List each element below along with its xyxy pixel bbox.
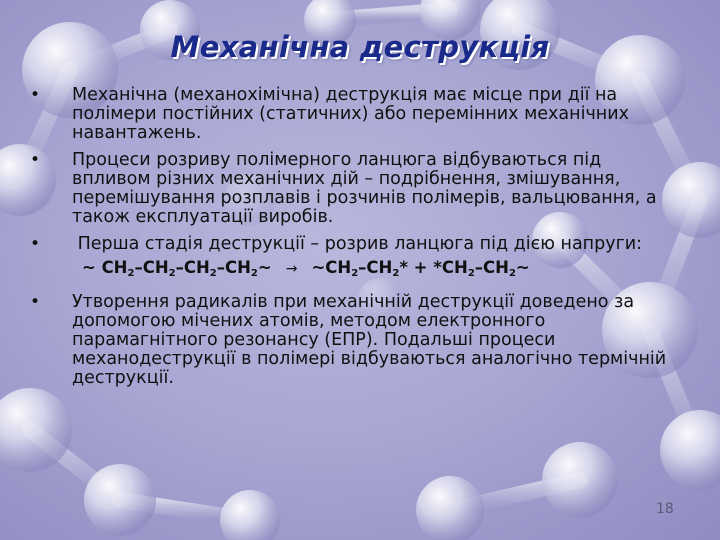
formula-right-text: –CH <box>474 258 509 277</box>
formula-left-subscript: 2 <box>250 268 258 279</box>
formula-right-subscript: 2 <box>392 268 400 279</box>
page-number: 18 <box>656 501 674 517</box>
bullet-item-4 <box>30 293 680 388</box>
formula-right-text: –CH <box>358 258 393 277</box>
formula-left-text: –CH <box>134 258 169 277</box>
formula-right-subscript: 2 <box>508 268 516 279</box>
formula-left-text: –CH <box>175 258 210 277</box>
bullet-text-3: Перша стадія деструкції – розрив ланцюга під дією напруги: <box>72 234 643 254</box>
slide-content <box>30 86 680 396</box>
bullet-icon: • <box>30 234 41 254</box>
reaction-arrow: → <box>285 261 298 277</box>
bullet-icon: • <box>30 292 41 312</box>
bullet-item-2 <box>30 151 680 227</box>
bullet-text-4: Утворення радикалів при механічній деструкції доведено за допомогою мічених атомів, методом електронного парамагнітного резонансу (ЕПР). Подальші процеси механодеструкції в полімері відбуваються аналогічно термічній деструкції. <box>72 292 667 388</box>
formula-left-subscript: 2 <box>209 268 217 279</box>
bullet-item-1 <box>30 86 680 143</box>
bullet-text-2: Процеси розриву полімерного ланцюга відбуваються під впливом різних механічних дій – подрібнення, змішування, перемішування розплавів і розчинів полімерів, вальцювання, а також експлуатації виробів. <box>72 150 657 227</box>
formula-left-text: ~ <box>257 258 272 277</box>
formula-left-subscript: 2 <box>168 268 176 279</box>
bullet-item-3 <box>30 235 680 254</box>
formula-right-text: * + *CH <box>399 258 468 277</box>
formula-left-text: –CH <box>216 258 251 277</box>
bullet-icon: • <box>30 150 41 170</box>
bullet-text-1: Механічна (механохімічна) деструкція має місце при дії на полімери постійних (статичних) або перемінних механічних навантажень. <box>72 85 629 143</box>
chemical-formula <box>30 258 680 283</box>
formula-right-subscript: 2 <box>467 268 475 279</box>
slide-title: Механічна деструкція <box>170 30 550 64</box>
formula-left-subscript: 2 <box>127 268 135 279</box>
bullet-icon: • <box>30 85 41 105</box>
formula-right-text: ~ <box>515 258 530 277</box>
formula-left <box>82 258 272 277</box>
formula-right <box>311 258 529 277</box>
formula-right-text: ~CH <box>311 258 352 277</box>
formula-right-subscript: 2 <box>351 268 359 279</box>
formula-left-text: ~ CH <box>82 258 128 277</box>
